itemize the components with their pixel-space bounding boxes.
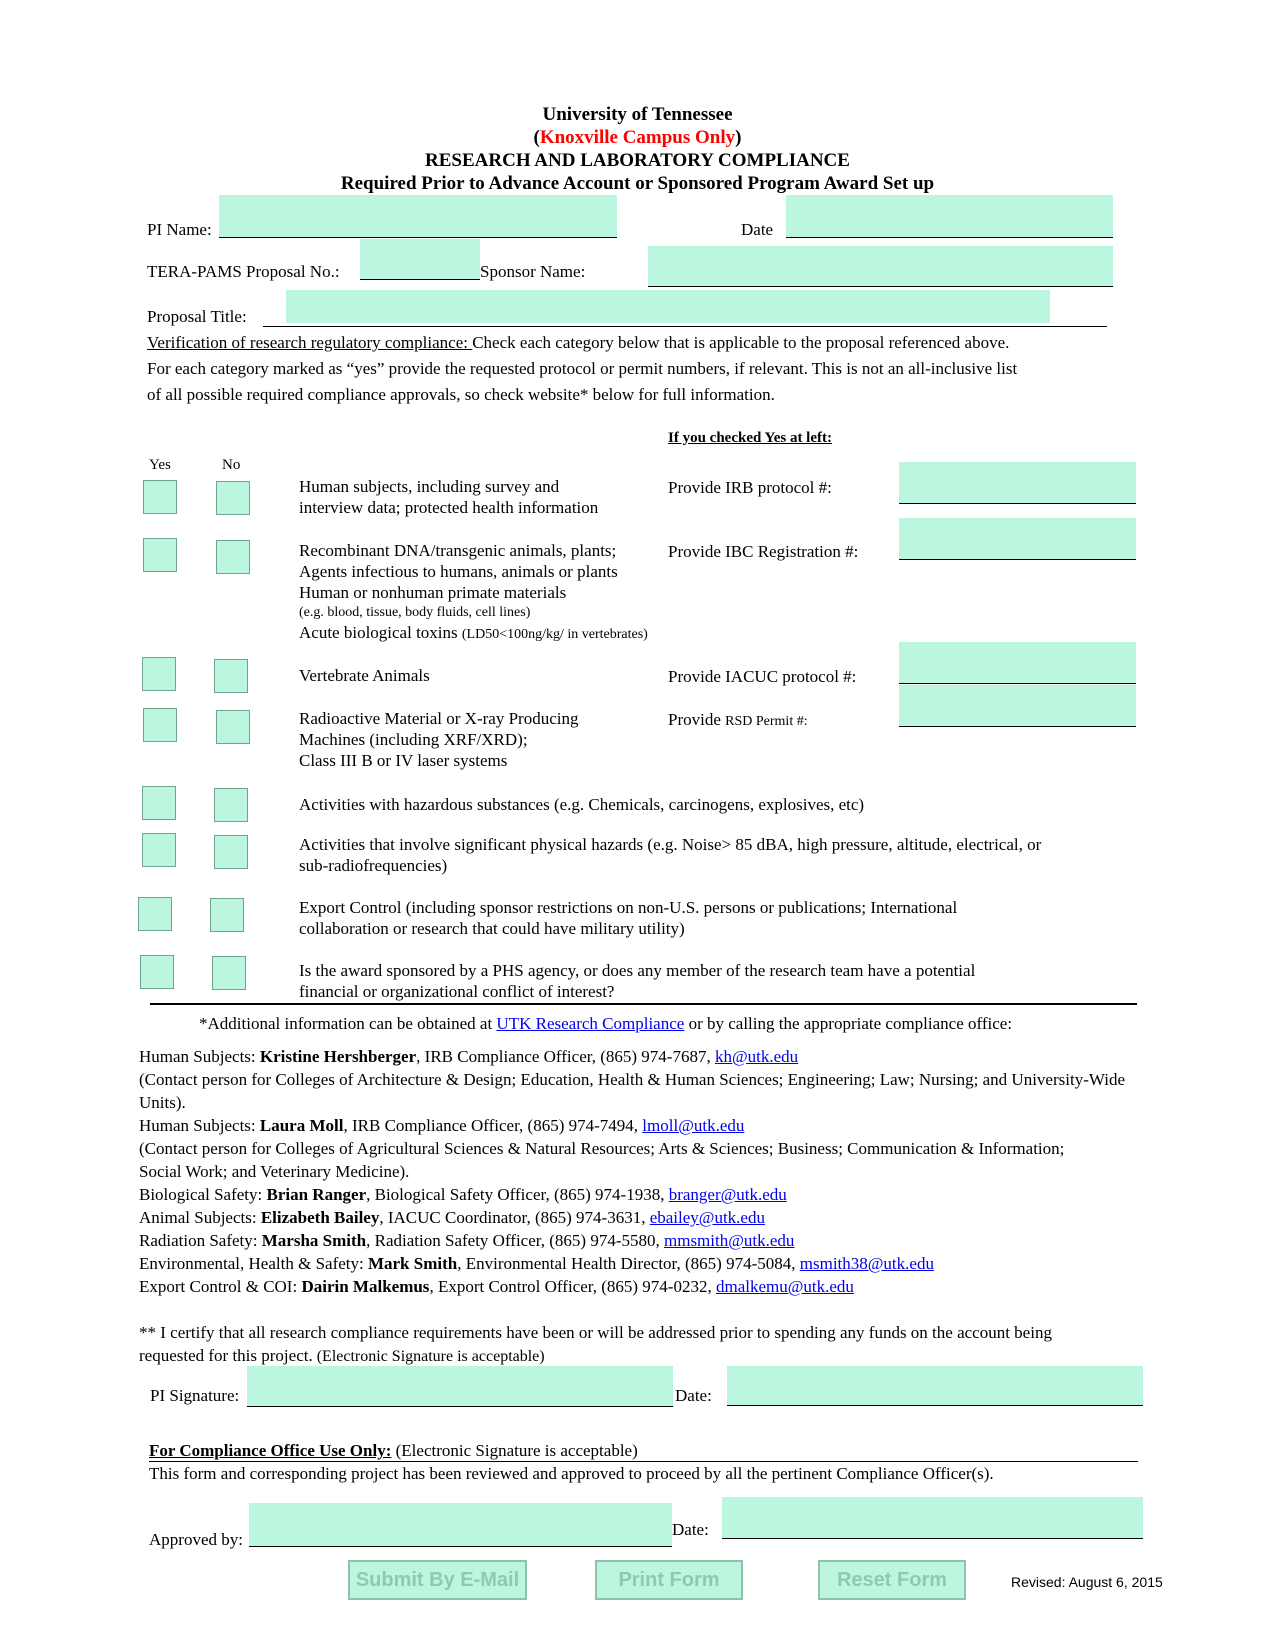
contact-email-link[interactable]: kh@utk.edu (714, 1047, 799, 1066)
contact-biological-safety (139, 1183, 1139, 1206)
radioactive-text (299, 708, 578, 771)
contact-name: Marsha Smith (261, 1231, 367, 1250)
reset-form-button[interactable]: Reset Form (818, 1560, 966, 1600)
recombinant-dna-text (299, 540, 648, 645)
university-title: University of Tennessee (542, 104, 733, 125)
category-line: Agents infectious to humans, animals or plants (299, 562, 618, 581)
category-line-note: (LD50<100ng/kg/ in vertebrates) (461, 627, 648, 642)
contact-details: , Export Control Officer, (865) 974-0232, (429, 1277, 716, 1296)
intro-line-3: of all possible required compliance approvals, so check website* below for full information. (147, 385, 775, 404)
category-line: Recombinant DNA/transgenic animals, plants; (299, 541, 617, 560)
approved-date-field[interactable] (722, 1497, 1143, 1539)
certify-line-2 (139, 1346, 545, 1366)
physical-hazards-yes-checkbox[interactable] (142, 833, 176, 867)
pi-signature-field[interactable] (247, 1366, 673, 1407)
if-yes-heading: If you checked Yes at left: (668, 430, 832, 446)
recombinant-dna-yes-checkbox[interactable] (143, 538, 177, 572)
compliance-office-note: (Electronic Signature is acceptable) (391, 1441, 638, 1460)
human-subjects-yes-checkbox[interactable] (143, 480, 177, 514)
contact-details: , IRB Compliance Officer, (865) 974-7494, (343, 1116, 643, 1135)
rsd-permit-label-small: RSD Permit #: (725, 714, 808, 729)
contact-environmental-safety (139, 1252, 1139, 1275)
section-divider (150, 1003, 1137, 1005)
proposal-no-label: TERA-PAMS Proposal No.: (147, 262, 340, 281)
category-line: Is the award sponsored by a PHS agency, or does any member of the research team have a potential (299, 961, 976, 980)
contact-human-subjects-2 (139, 1114, 1139, 1183)
category-example-line: (e.g. blood, tissue, body fluids, cell lines) (299, 605, 531, 620)
contact-export-control (139, 1275, 1139, 1298)
contact-name: Elizabeth Bailey (260, 1208, 380, 1227)
iacuc-protocol-label: Provide IACUC protocol #: (668, 667, 857, 686)
certify-esign-note: (Electronic Signature is acceptable) (312, 1348, 545, 1365)
contact-email-link[interactable]: mmsmith@utk.edu (664, 1231, 795, 1250)
additional-info-line (199, 1014, 1012, 1034)
contact-email-link[interactable]: lmoll@utk.edu (642, 1116, 745, 1135)
vertebrate-animals-text (299, 665, 430, 686)
vertebrate-animals-no-checkbox[interactable] (214, 659, 248, 693)
proposal-title-field[interactable] (286, 290, 1050, 323)
pi-name-label: PI Name: (147, 220, 212, 239)
recombinant-dna-no-checkbox[interactable] (216, 540, 250, 574)
contact-human-subjects-1 (139, 1045, 1139, 1114)
approved-date-label: Date: (672, 1520, 709, 1539)
irb-protocol-field[interactable] (899, 462, 1136, 504)
contact-details: , Environmental Health Director, (865) 974-5084, (457, 1254, 800, 1273)
irb-protocol-label: Provide IRB protocol #: (668, 478, 832, 497)
pi-name-field[interactable] (219, 195, 617, 238)
radioactive-no-checkbox[interactable] (216, 710, 250, 744)
human-subjects-text (299, 476, 598, 518)
export-control-text (299, 897, 957, 939)
yes-column-header: Yes (149, 457, 171, 473)
ibc-registration-field[interactable] (899, 518, 1136, 560)
contact-role: Human Subjects: (139, 1116, 260, 1135)
category-line: collaboration or research that could have military utility) (299, 919, 685, 938)
additional-info-suffix: or by calling the appropriate compliance office: (684, 1014, 1013, 1033)
export-control-no-checkbox[interactable] (210, 898, 244, 932)
category-line: Activities that involve significant physical hazards (e.g. Noise> 85 dBA, high pressure, altitude, electrical, or (299, 835, 1042, 854)
category-line: Export Control (including sponsor restrictions on non-U.S. persons or publications; International (299, 898, 958, 917)
contact-details: , Radiation Safety Officer, (865) 974-5580, (366, 1231, 664, 1250)
radioactive-yes-checkbox[interactable] (143, 708, 177, 742)
hazardous-substances-yes-checkbox[interactable] (142, 786, 176, 820)
sponsor-name-field[interactable] (648, 246, 1113, 287)
contact-email-link[interactable]: branger@utk.edu (668, 1185, 787, 1204)
form-title: RESEARCH AND LABORATORY COMPLIANCE (425, 150, 850, 171)
contact-details: , IACUC Coordinator, (865) 974-3631, (379, 1208, 650, 1227)
vertebrate-animals-yes-checkbox[interactable] (142, 657, 176, 691)
revised-date: Revised: August 6, 2015 (1011, 1574, 1163, 1590)
intro-line-2: For each category marked as “yes” provide the requested protocol or permit numbers, if relevant. This is not an all-inclusive list (147, 359, 1018, 378)
proposal-title-underline (263, 326, 1107, 327)
contact-email-link[interactable]: msmith38@utk.edu (799, 1254, 934, 1273)
iacuc-protocol-field[interactable] (899, 642, 1136, 684)
compliance-heading-underline (149, 1461, 1138, 1462)
campus-open-paren: ( (533, 127, 540, 148)
campus-name: Knoxville Campus Only (539, 127, 736, 148)
category-line: Human or nonhuman primate materials (299, 583, 567, 602)
intro-line-1 (147, 333, 1009, 353)
rsd-permit-label (668, 710, 808, 730)
contact-details: , IRB Compliance Officer, (865) 974-7687, (416, 1047, 715, 1066)
pi-signature-date-field[interactable] (727, 1366, 1143, 1406)
approved-by-label: Approved by: (149, 1530, 243, 1549)
campus-line (0, 127, 1275, 149)
category-line: Radioactive Material or X-ray Producing (299, 709, 579, 728)
category-line (299, 622, 648, 645)
contact-note: (Contact person for Colleges of Agricultural Sciences & Natural Resources; Arts & Sciences; Business; Communication & Information; Social Work; and Veterinary Medicine). (139, 1139, 1065, 1181)
print-form-button[interactable]: Print Form (595, 1560, 743, 1600)
hazardous-substances-no-checkbox[interactable] (214, 788, 248, 822)
sponsor-name-label: Sponsor Name: (480, 262, 586, 281)
contact-details: , Biological Safety Officer, (865) 974-1938, (366, 1185, 669, 1204)
proposal-no-field[interactable] (360, 239, 480, 280)
certify-text: requested for this project. (139, 1346, 313, 1365)
contact-name: Dairin Malkemus (301, 1277, 430, 1296)
compliance-approval-note: This form and corresponding project has been reviewed and approved to proceed by all the pertinent Compliance Officer(s). (149, 1464, 994, 1483)
contact-role: Biological Safety: (139, 1185, 267, 1204)
rsd-permit-label-text: Provide (668, 710, 726, 729)
contact-name: Kristine Hershberger (259, 1047, 417, 1066)
compliance-office-bold: For Compliance Office Use Only: (149, 1441, 392, 1460)
proposal-title-label: Proposal Title: (147, 307, 247, 326)
contact-role: Human Subjects: (139, 1047, 260, 1066)
category-line: Human subjects, including survey and (299, 477, 560, 496)
contact-role: Animal Subjects: (139, 1208, 261, 1227)
category-line: sub-radiofrequencies) (299, 856, 448, 875)
phs-coi-text (299, 960, 975, 1002)
ibc-registration-label: Provide IBC Registration #: (668, 542, 859, 561)
physical-hazards-no-checkbox[interactable] (214, 835, 248, 869)
submit-by-email-button[interactable]: Submit By E-Mail (348, 1560, 527, 1600)
no-column-header: No (222, 457, 241, 473)
form-subtitle: Required Prior to Advance Account or Sponsored Program Award Set up (340, 173, 935, 194)
contact-note: (Contact person for Colleges of Architecture & Design; Education, Health & Human Sciences; Engineering; Law; Nursing; and University-Wide Units). (139, 1070, 1125, 1112)
category-line: Class III B or IV laser systems (299, 751, 508, 770)
date-label: Date (741, 220, 774, 239)
contact-role: Export Control & COI: (139, 1277, 302, 1296)
export-control-yes-checkbox[interactable] (138, 897, 172, 931)
category-line: Vertebrate Animals (299, 666, 430, 685)
contact-role: Radiation Safety: (139, 1231, 262, 1250)
pi-signature-label: PI Signature: (150, 1386, 240, 1405)
contact-email-link[interactable]: dmalkemu@utk.edu (715, 1277, 854, 1296)
human-subjects-no-checkbox[interactable] (216, 481, 250, 515)
category-line: Machines (including XRF/XRD); (299, 730, 528, 749)
contact-name: Mark Smith (367, 1254, 458, 1273)
contact-animal-subjects (139, 1206, 1139, 1229)
category-line: interview data; protected health information (299, 498, 599, 517)
additional-info-prefix: *Additional information can be obtained at (199, 1014, 497, 1033)
category-line-text: Acute biological toxins (299, 623, 462, 642)
contact-name: Laura Moll (259, 1116, 344, 1135)
phs-coi-yes-checkbox[interactable] (140, 955, 174, 989)
date-field[interactable] (786, 195, 1113, 238)
contact-role: Environmental, Health & Safety: (139, 1254, 368, 1273)
certify-line-1: ** I certify that all research compliance requirements have been or will be addressed prior to spending any funds on the account being (139, 1323, 1052, 1342)
category-line: financial or organizational conflict of interest? (299, 982, 615, 1001)
campus-close-paren: ) (735, 127, 742, 148)
category-line: Activities with hazardous substances (e.g. Chemicals, carcinogens, explosives, etc) (299, 795, 865, 814)
compliance-office-heading (149, 1441, 638, 1461)
contact-radiation-safety (139, 1229, 1139, 1252)
pi-signature-date-label: Date: (675, 1386, 712, 1405)
utk-research-compliance-link[interactable]: UTK Research Compliance (496, 1014, 685, 1033)
hazardous-substances-text (299, 794, 864, 815)
contact-email-link[interactable]: ebailey@utk.edu (649, 1208, 765, 1227)
intro-text-1: Check each category below that is applicable to the proposal referenced above. (472, 333, 1010, 352)
verification-heading: Verification of research regulatory compliance: (147, 333, 473, 352)
physical-hazards-text (299, 834, 1041, 876)
contact-name: Brian Ranger (266, 1185, 367, 1204)
phs-coi-no-checkbox[interactable] (212, 956, 246, 990)
rsd-permit-field[interactable] (899, 685, 1136, 727)
approved-by-field[interactable] (249, 1503, 672, 1547)
